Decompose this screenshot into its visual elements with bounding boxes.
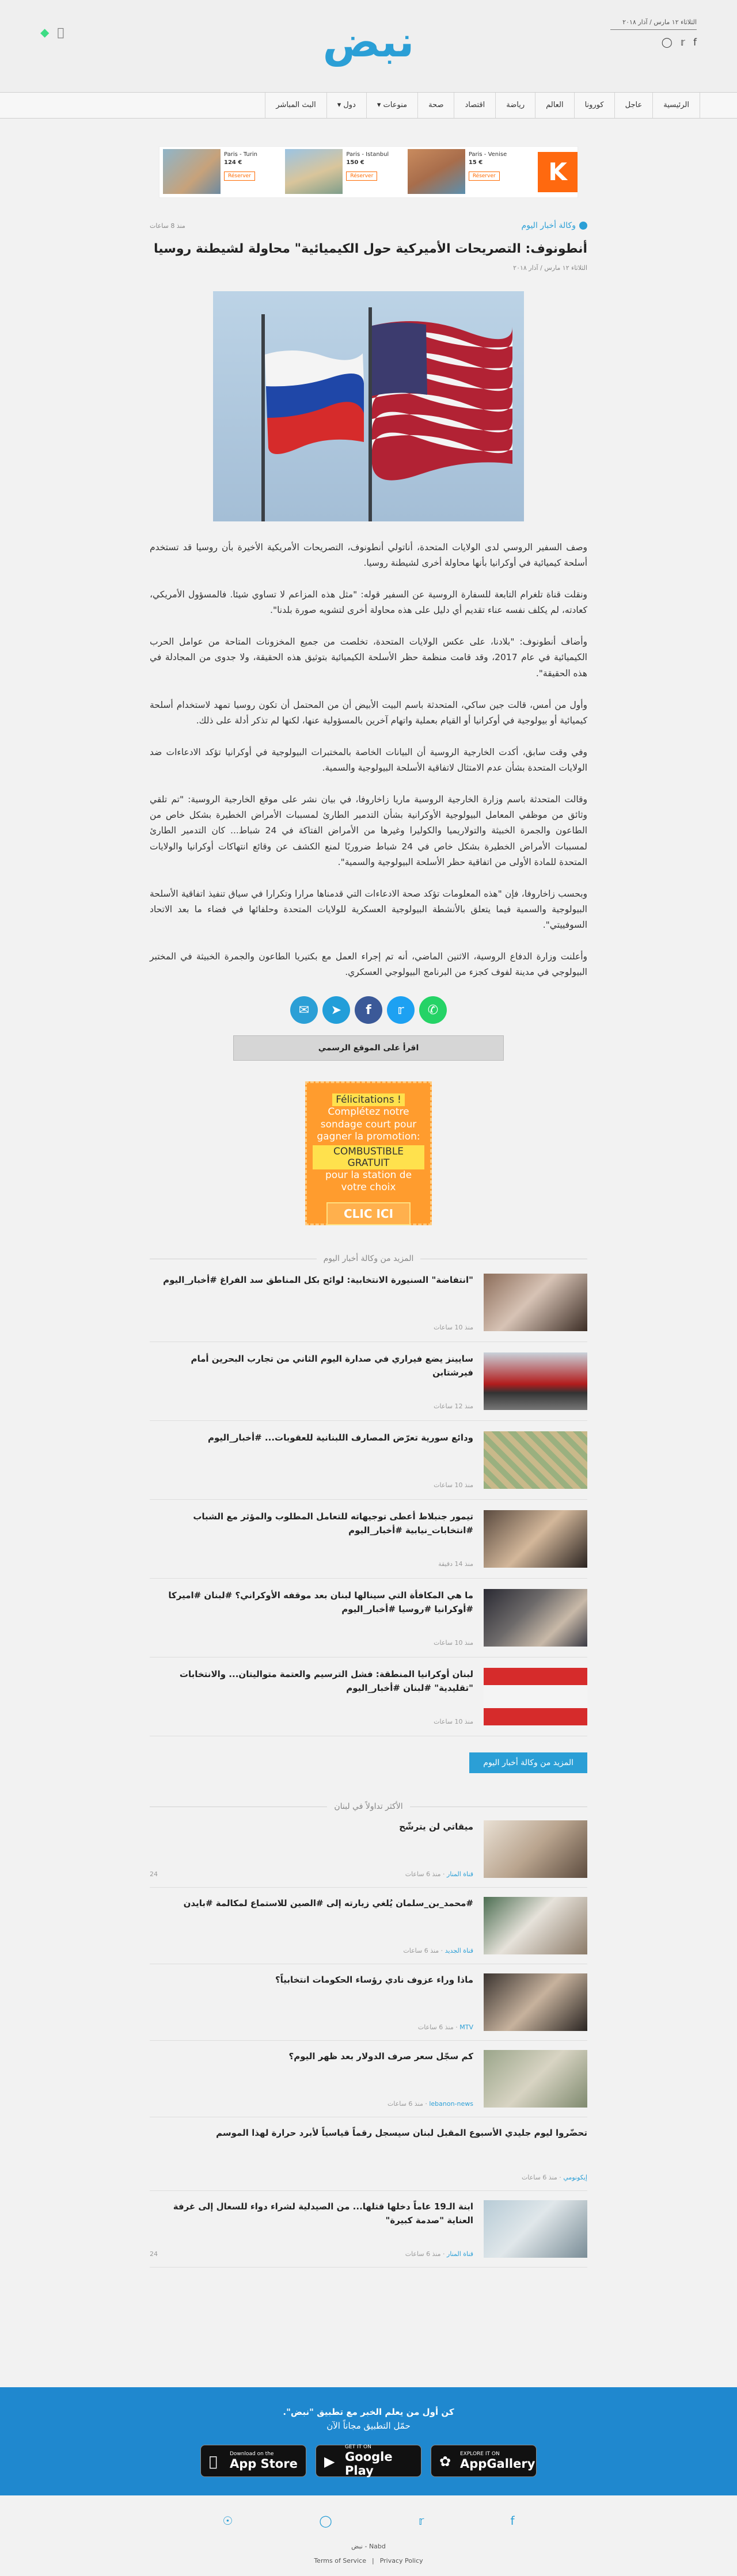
footer-copyright: Nabd - نبض (351, 2543, 386, 2550)
ad-hotel-photo (163, 149, 221, 194)
nav-economy[interactable]: اقتصاد (454, 93, 495, 118)
article-paragraph: وقالت المتحدثة باسم وزارة الخارجية الروسية ماريا زاخاروفا، في بيان نشر على موقع الخارجية الروسية: "تم تلقي وثائق من موظفي المعامل البيولوجية الأوكرانية بشأن التدمير الطارئ لمسببات الأمراض الخطيرة بشكل خاص من الطاعون والجمرة الخبيثة والتولاريميا والكوليرا وغيرها من الأمراض الفتاكة في 24 شباط... كان التدمير الطارئ لمسببات الأمراض الخطيرة بشكل خاص في 24 شباط ضروريًا لمنع الكشف عن وقائع انتهاكات أوكرانيا والولايات المتحدة للمادة الأولى من اتفاقية حظر الأسلحة البيولوجية والسمية". (150, 794, 587, 867)
article-paragraph: وفي وقت سابق، أكدت الخارجية الروسية أن البيانات الخاصة بالمختبرات البيولوجية في أوكرانيا تؤكد الادعاءات ضد الولايات المتحدة بشأن عدم الامتثال لاتفاقية الأسلحة البيولوجية والسمية. (150, 746, 587, 773)
app-store-button[interactable]: Download on the App Store (200, 2445, 306, 2477)
source-name: وكالة أخبار اليوم (521, 221, 576, 230)
news-thumbnail (484, 1431, 587, 1489)
list-item[interactable] (150, 1421, 587, 1500)
news-time: منذ 6 ساعات (405, 2250, 441, 2258)
instagram-icon[interactable]: ◯ (319, 2514, 332, 2528)
store-badges (0, 2445, 737, 2477)
ad-hotel-photo (408, 149, 465, 194)
news-thumbnail (484, 1820, 587, 1878)
news-time: منذ 12 ساعات (434, 1403, 473, 1411)
apple-icon[interactable] (57, 25, 64, 39)
ad-hotel-price: 150 € (346, 159, 364, 166)
article-title: أنطونوف: التصريحات الأميركية حول الكيميائية" محاولة لشيطنة روسيا (154, 242, 587, 256)
app-band-subtitle: حمّل التطبيق مجاناً الآن (326, 2421, 411, 2431)
site-logo[interactable]: نبض (322, 17, 415, 67)
article-paragraph: ونقلت قناة تلغرام التابعة للسفارة الروسية عن السفير قوله: "مثل هذه المزاعم لا تساوي شيئا. فالمسؤول الأمريكي، كعادته، لم يكلف نفسه عناء تقديم أي دليل على هذه محاولة أخرى لتشويه صورة بلدنا". (150, 589, 587, 616)
nav-breaking[interactable]: عاجل (614, 93, 653, 118)
news-thumbnail (484, 1973, 587, 2031)
ad-hotel-city: Paris - Turin (224, 151, 257, 158)
ad-hotel-city: Paris - Istanbul (346, 151, 389, 158)
news-headline: سايينز يضع فيراري في صدارة اليوم الثاني من تجارب البحرين أمام فيرشتابن (191, 1354, 473, 1378)
current-date: الثلاثاء ١٢ مارس / آذار ٢٠١٨ (610, 18, 697, 30)
apple-icon (209, 2453, 217, 2470)
nav-home[interactable]: الرئيسية (652, 93, 700, 118)
article (150, 221, 587, 2268)
article-date: الثلاثاء ١٢ مارس / آذار ٢٠١٨ (513, 264, 587, 272)
nav-live[interactable]: البث المباشر (265, 93, 326, 118)
ad-hotel-card[interactable] (285, 149, 404, 195)
news-headline: لبنان أوكرانيا المنطقة: فشل الترسيم والعتمة متواليتان... والانتخابات "تقليدية" #لبنان #أخبار_اليوم (179, 1669, 473, 1693)
news-headline: ودائع سورية تعرّض المصارف اللبنانية للعقوبات... #أخبار_اليوم (208, 1432, 473, 1443)
news-time: منذ 10 ساعات (434, 1639, 473, 1647)
app-download-band (0, 2387, 737, 2495)
news-source[interactable]: إيكونومي (563, 2174, 587, 2182)
twitter-share-icon[interactable]: 𝕣 (387, 996, 415, 1024)
email-icon[interactable]: ✉ (290, 996, 318, 1024)
list-item[interactable] (150, 1579, 587, 1657)
flags-illustration (213, 291, 524, 521)
news-thumbnail (484, 1589, 587, 1647)
news-time: منذ 6 ساعات (388, 2100, 423, 2108)
social-links (610, 37, 697, 48)
source-logo-icon (579, 222, 587, 230)
article-paragraph: وأضاف أنطونوف: "بلادنا، على عكس الولايات المتحدة، تخلصت من جميع المخزونات المتاحة من عوامل الحرب الكيميائية في عام 2017، وقد قامت منظمة حظر الأسلحة الكيميائية بتوثيق هذه الحقيقة، ولا جدوى من المجادلة في هذه الحقيقة". (150, 637, 587, 679)
telegram-icon[interactable]: ➤ (322, 996, 350, 1024)
article-paragraph: وأعلنت وزارة الدفاع الروسية، الاثنين الماضي، أنه تم إجراء العمل مع بكتيريا الطاعون والجمرة الخبيثة في المختبر البيولوجي في مدينة لفوف كجزء من البرنامج البيولوجي العسكري. (150, 951, 587, 978)
list-item[interactable]: #محمد_بن_سلمان يُلغي زيارته إلى #الصين للاستماع لمكالمة #بايدن قناة الجديد · منذ 6 ساعات (150, 1888, 587, 1964)
app-band-title: كن أول من يعلم الخبر مع تطبيق "نبض". (283, 2407, 454, 2417)
huawei-icon: ✿ (439, 2453, 451, 2470)
twitter-icon[interactable]: 𝕣 (680, 37, 685, 48)
news-thumbnail (484, 1668, 587, 1725)
more-news-list (150, 1263, 587, 1736)
kayak-logo[interactable]: K (538, 152, 578, 192)
list-item[interactable]: ماذا وراء عزوف نادي رؤساء الحكومات انتخابياً؟ MTV · منذ 6 ساعات (150, 1964, 587, 2041)
whatsapp-icon[interactable]: ✆ (419, 996, 447, 1024)
privacy-link[interactable]: Privacy Policy (379, 2557, 423, 2564)
news-thumbnail (484, 2050, 587, 2108)
article-hero-image (213, 291, 524, 521)
nav-world[interactable]: العالم (535, 93, 573, 118)
instagram-icon[interactable]: ◯ (661, 37, 673, 48)
news-thumbnail (484, 1510, 587, 1568)
footer (0, 2495, 737, 2576)
share-count: 24 (150, 1870, 158, 1878)
ad-hotel-card[interactable] (163, 149, 282, 195)
news-time: منذ 10 ساعات (434, 1718, 473, 1726)
ad-square[interactable] (305, 1081, 432, 1225)
ad-book-button[interactable]: Réserver (346, 172, 377, 181)
ad-square-text: pour la station de votre choix (325, 1169, 412, 1194)
list-item[interactable] (150, 1657, 587, 1736)
news-headline: ماذا وراء عزوف نادي رؤساء الحكومات انتخابياً؟ (275, 1975, 473, 1986)
news-time: منذ 10 ساعات (434, 1481, 473, 1489)
news-time: منذ 10 ساعات (434, 1324, 473, 1332)
article-paragraph: وبحسب زاخاروفا، فإن "هذه المعلومات تؤكد صحة الادعاءات التي قدمناها مرارا وتكرارا في سياق تنفيذ اتفاقية الأسلحة البيولوجية والسمية فيما يتعلق بالأنشطة البيولوجية العسكرية للولايات المتحدة وحلفائها في فضاء ما بعد الاتحاد السوفييتي". (150, 888, 587, 931)
facebook-icon[interactable]: f (510, 2514, 515, 2528)
app-gallery-button[interactable]: ✿ EXPLORE IT ON AppGallery (431, 2445, 537, 2477)
ad-book-button[interactable]: Réserver (224, 172, 255, 181)
news-time: منذ 6 ساعات (521, 2174, 557, 2182)
news-headline: تحضّروا ليوم جليدي الأسبوع المقبل لبنان سيسجل رقماً قياسياً لأبرد حرارة لهذا الموسم (216, 2128, 587, 2139)
news-headline: ما هي المكافأة التي سينالها لبنان بعد موقفه الأوكراني؟ #لبنان #اميركا #أوكرانيا #روسيا #أخبار_اليوم (168, 1590, 473, 1614)
list-item[interactable] (150, 1263, 587, 1342)
news-source[interactable]: قناة المنار (447, 2250, 473, 2258)
google-play-button[interactable]: ▶ GET IT ON Google Play (316, 2445, 421, 2477)
list-item[interactable] (150, 1342, 587, 1421)
ad-hotel-city: Paris - Venise (468, 151, 507, 158)
ad-square-text: Complétez notre sondage court pour gagner la promotion: (317, 1106, 420, 1142)
article-body (150, 540, 587, 981)
list-item[interactable] (150, 1500, 587, 1579)
news-headline: "انتفاضة" السنيورة الانتخابية: لوائح بكل المناطق سد الفراغ #أخبار_اليوم (163, 1275, 473, 1286)
nav-corona[interactable]: كورونا (574, 93, 614, 118)
footer-links: Terms of Service | Privacy Policy (314, 2557, 423, 2564)
share-count: 24 (150, 2250, 158, 2258)
news-source[interactable]: قناة المنار (447, 1870, 473, 1878)
ad-book-button[interactable]: Réserver (469, 172, 500, 181)
nav-countries[interactable]: دول ▾ (326, 93, 366, 118)
article-time-ago: منذ 8 ساعات (150, 222, 185, 230)
list-item[interactable]: تحضّروا ليوم جليدي الأسبوع المقبل لبنان سيسجل رقماً قياسياً لأبرد حرارة لهذا الموسم إيكونومي · منذ 6 ساعات (150, 2117, 587, 2191)
news-time: منذ 6 ساعات (403, 1947, 439, 1955)
ad-square-offer: COMBUSTIBLE GRATUIT (313, 1145, 424, 1169)
news-thumbnail (484, 1897, 587, 1954)
main-nav (0, 92, 737, 119)
news-time: منذ 6 ساعات (417, 2024, 454, 2032)
read-on-official-site-button[interactable]: اقرأ على الموقع الرسمي (233, 1035, 504, 1061)
share-buttons (150, 996, 587, 1024)
article-paragraph: وصف السفير الروسي لدى الولايات المتحدة، أناتولي أنطونوف، التصريحات الأمريكية الأخيرة بأن روسيا قد تستخدم أسلحة كيميائية في أوكرانيا بأنها محاولة أخرى لشيطنة روسيا. (150, 542, 587, 568)
list-item[interactable]: كم سجّل سعر صرف الدولار بعد ظهر اليوم؟ lebanon-news · منذ 6 ساعات (150, 2041, 587, 2117)
news-headline: ابنة الـ19 عاماً دخلها قتلها... من الصيدلية لشراء دواء للسعال إلى غرفة العناية "صدمة كبيرة" (173, 2201, 473, 2226)
ad-banner[interactable] (159, 146, 578, 198)
ad-square-headline: Félicitations ! (332, 1093, 405, 1106)
popular-list (150, 1811, 587, 2268)
date-box (610, 18, 697, 48)
news-source[interactable]: lebanon-news (429, 2100, 473, 2108)
facebook-icon[interactable]: f (693, 37, 697, 48)
popular-heading: الأكثر تداولاً في لبنان (150, 1802, 587, 1811)
more-news-heading: المزيد من وكالة أخبار اليوم (150, 1254, 587, 1263)
news-time: منذ 6 ساعات (405, 1870, 441, 1878)
article-source[interactable] (522, 221, 587, 230)
news-headline: #محمد_بن_سلمان يُلغي زيارته إلى #الصين للاستماع لمكالمة #بايدن (183, 1898, 473, 1909)
globe-icon[interactable]: ☉ (222, 2514, 233, 2528)
android-icon[interactable]: ◆ (40, 25, 50, 39)
news-source[interactable]: قناة الجديد (445, 1947, 473, 1955)
top-header (0, 0, 737, 92)
news-source[interactable]: MTV (459, 2024, 473, 2032)
news-thumbnail (484, 1274, 587, 1331)
nav-misc[interactable]: منوعات ▾ (366, 93, 417, 118)
footer-social (0, 2514, 737, 2528)
facebook-share-icon[interactable]: f (355, 996, 382, 1024)
more-news-button[interactable]: المزيد من وكالة أخبار اليوم (469, 1752, 587, 1773)
ad-square-cta-button[interactable]: CLIC ICI (326, 1202, 411, 1225)
news-thumbnail (484, 1352, 587, 1410)
ad-hotel-photo (285, 149, 343, 194)
news-headline: ميقاتي لن يترشّح (399, 1822, 473, 1832)
news-time: منذ 14 دقيقة (438, 1560, 473, 1568)
nav-sport[interactable]: رياضة (495, 93, 535, 118)
article-paragraph: وأول من أمس، قالت جين ساكي، المتحدثة باسم البيت الأبيض أن من المحتمل أن تكون روسيا تمهد لاستخدام أسلحة كيميائية أو بيولوجية في أوكرانيا أو القيام بعملية واتهام آخرين بالمسؤولية عنها، لكنها لم تذكر أدلة على ذلك. (150, 699, 587, 726)
news-thumbnail (484, 2200, 587, 2258)
twitter-icon[interactable]: 𝕣 (418, 2514, 424, 2528)
terms-link[interactable]: Terms of Service (314, 2557, 366, 2564)
play-icon: ▶ (324, 2453, 335, 2470)
list-item[interactable]: ميقاتي لن يترشّح قناة المنار · منذ 6 ساعات 24 (150, 1811, 587, 1888)
nav-health[interactable]: صحة (417, 93, 454, 118)
ad-hotel-card[interactable] (408, 149, 526, 195)
os-links (40, 25, 64, 39)
news-headline: كم سجّل سعر صرف الدولار بعد ظهر اليوم؟ (288, 2051, 473, 2062)
news-headline: تيمور جنبلاط أعطى توجيهاته للتعامل المطلوب والمؤثر مع الشباب #انتخابات_نيابية #أخبار_اليوم (193, 1511, 473, 1535)
ad-hotel-price: 124 € (224, 159, 242, 166)
ad-hotel-price: 15 € (468, 159, 483, 166)
list-item[interactable]: ابنة الـ19 عاماً دخلها قتلها... من الصيدلية لشراء دواء للسعال إلى غرفة العناية "صدمة كبيرة" قناة المنار · منذ 6 ساعات 24 (150, 2191, 587, 2268)
